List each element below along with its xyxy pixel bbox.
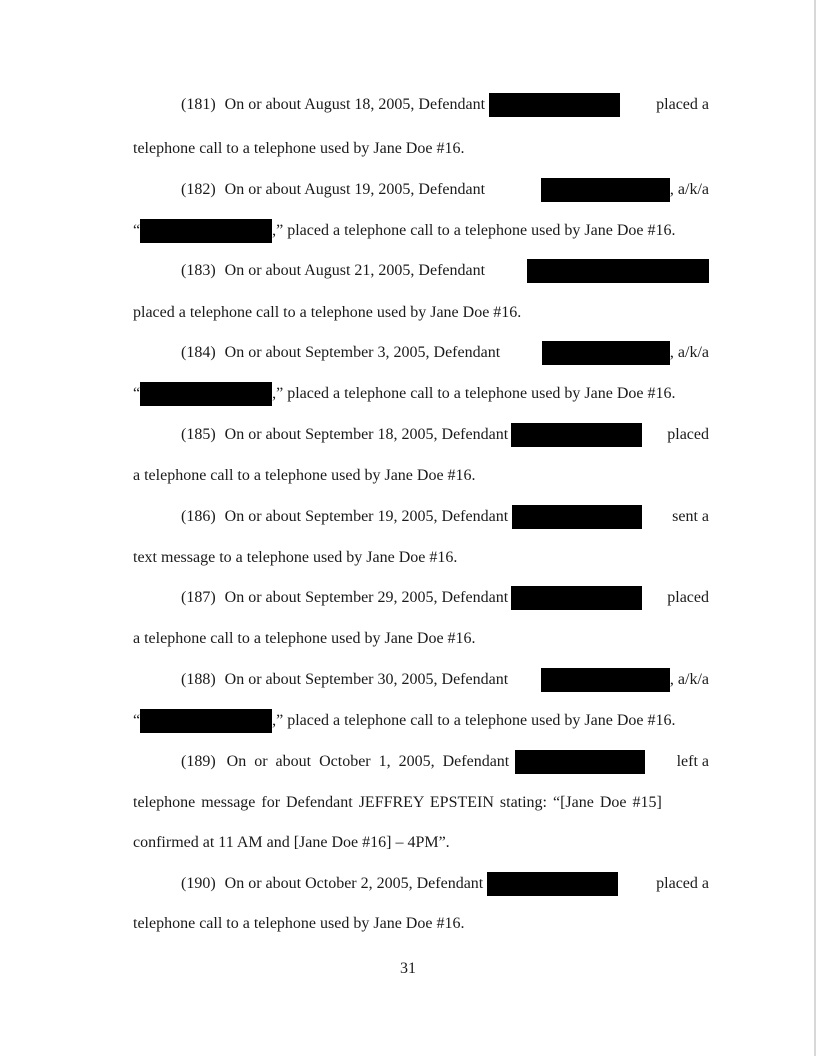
redaction-bar — [489, 93, 620, 117]
paragraph-189-line-1 — [181, 749, 709, 775]
paragraph-number: (183) — [181, 262, 216, 279]
paragraph-continuation: placed — [667, 589, 709, 606]
redaction-bar — [541, 668, 670, 692]
paragraph-number: (187) — [181, 589, 216, 606]
paragraph-181-line-2 — [133, 136, 709, 162]
paragraph-text: telephone call to a telephone used by Jane Doe #16. — [133, 140, 465, 157]
paragraph-number: (188) — [181, 671, 216, 688]
paragraph-182-line-1 — [181, 177, 709, 203]
paragraph-intro: On or about September 29, 2005, Defendant — [224, 589, 509, 606]
redaction-bar — [487, 872, 618, 896]
redaction-bar — [140, 219, 272, 243]
paragraph-184-line-2 — [133, 381, 709, 407]
paragraph-text: ,” placed a telephone call to a telephone used by Jane Doe #16. — [272, 385, 676, 402]
paragraph-number: (190) — [181, 875, 216, 892]
paragraph-number: (186) — [181, 508, 216, 525]
redaction-bar — [541, 178, 670, 202]
open-quote: “ — [133, 385, 141, 402]
redaction-bar — [512, 505, 642, 529]
paragraph-184-line-1 — [181, 340, 709, 366]
paragraph-187-line-1 — [181, 585, 709, 611]
redaction-bar — [515, 750, 645, 774]
paragraph-number: (184) — [181, 344, 216, 361]
paragraph-183-line-2 — [133, 300, 709, 326]
paragraph-continuation: left a — [676, 753, 709, 770]
paragraph-intro: On or about September 3, 2005, Defendant — [224, 344, 501, 361]
redaction-bar — [527, 259, 709, 283]
paragraph-continuation: sent a — [672, 508, 709, 525]
paragraph-intro: On or about September 18, 2005, Defendant — [224, 426, 509, 443]
paragraph-185-line-1 — [181, 422, 709, 448]
open-quote: “ — [133, 712, 141, 729]
paragraph-continuation: placed a — [656, 96, 709, 113]
redaction-bar — [542, 341, 670, 365]
paragraph-continuation: placed a — [656, 875, 709, 892]
paragraph-continuation: , a/k/a — [669, 181, 709, 198]
paragraph-186-line-1 — [181, 504, 709, 530]
paragraph-182-line-2 — [133, 218, 709, 244]
paragraph-text: ,” placed a telephone call to a telephone used by Jane Doe #16. — [272, 222, 676, 239]
paragraph-185-line-2 — [133, 463, 709, 489]
paragraph-186-line-2 — [133, 545, 709, 571]
paragraph-intro: On or about September 30, 2005, Defendant — [224, 671, 509, 688]
paragraph-text: telephone call to a telephone used by Jane Doe #16. — [133, 915, 465, 932]
paragraph-number: (181) — [181, 96, 216, 113]
paragraph-continuation: , a/k/a — [669, 344, 709, 361]
paragraph-188-line-1 — [181, 667, 709, 693]
paragraph-intro: On or about August 19, 2005, Defendant — [224, 181, 486, 198]
paragraph-text: confirmed at 11 AM and [Jane Doe #16] – 4PM”. — [133, 834, 450, 851]
paragraph-continuation: placed — [667, 426, 709, 443]
paragraph-intro: On or about October 2, 2005, Defendant — [224, 875, 484, 892]
paragraph-text: placed a telephone call to a telephone used by Jane Doe #16. — [133, 304, 522, 321]
paragraph-intro: On or about August 18, 2005, Defendant — [224, 96, 486, 113]
paragraph-190-line-1 — [181, 871, 709, 897]
paragraph-intro: On or about August 21, 2005, Defendant — [224, 262, 486, 279]
redaction-bar — [511, 423, 642, 447]
paragraph-intro: On or about October 1, 2005, Defendant — [226, 753, 510, 770]
paragraph-188-line-2 — [133, 708, 709, 734]
paragraph-text: ,” placed a telephone call to a telephone used by Jane Doe #16. — [272, 712, 676, 729]
paragraph-181-line-1 — [181, 92, 709, 118]
redaction-bar — [511, 586, 642, 610]
paragraph-187-line-2 — [133, 626, 709, 652]
paragraph-189-line-2 — [133, 790, 709, 816]
paragraph-text: text message to a telephone used by Jane Doe #16. — [133, 549, 458, 566]
redaction-bar — [140, 709, 272, 733]
paragraph-189-line-3 — [133, 830, 709, 856]
paragraph-183-line-1 — [181, 258, 709, 284]
paragraph-number: (182) — [181, 181, 216, 198]
page-number: 31 — [400, 960, 416, 977]
paragraph-190-line-2 — [133, 911, 709, 937]
paragraph-continuation: , a/k/a — [669, 671, 709, 688]
paragraph-number: (189) — [181, 753, 216, 770]
paragraph-intro: On or about September 19, 2005, Defendant — [224, 508, 509, 525]
paragraph-text: telephone message for Defendant JEFFREY EPSTEIN stating: “[Jane Doe #15] — [133, 794, 662, 811]
redaction-bar — [140, 382, 272, 406]
paragraph-text: a telephone call to a telephone used by Jane Doe #16. — [133, 467, 476, 484]
paragraph-text: a telephone call to a telephone used by Jane Doe #16. — [133, 630, 476, 647]
open-quote: “ — [133, 222, 141, 239]
paragraph-number: (185) — [181, 426, 216, 443]
